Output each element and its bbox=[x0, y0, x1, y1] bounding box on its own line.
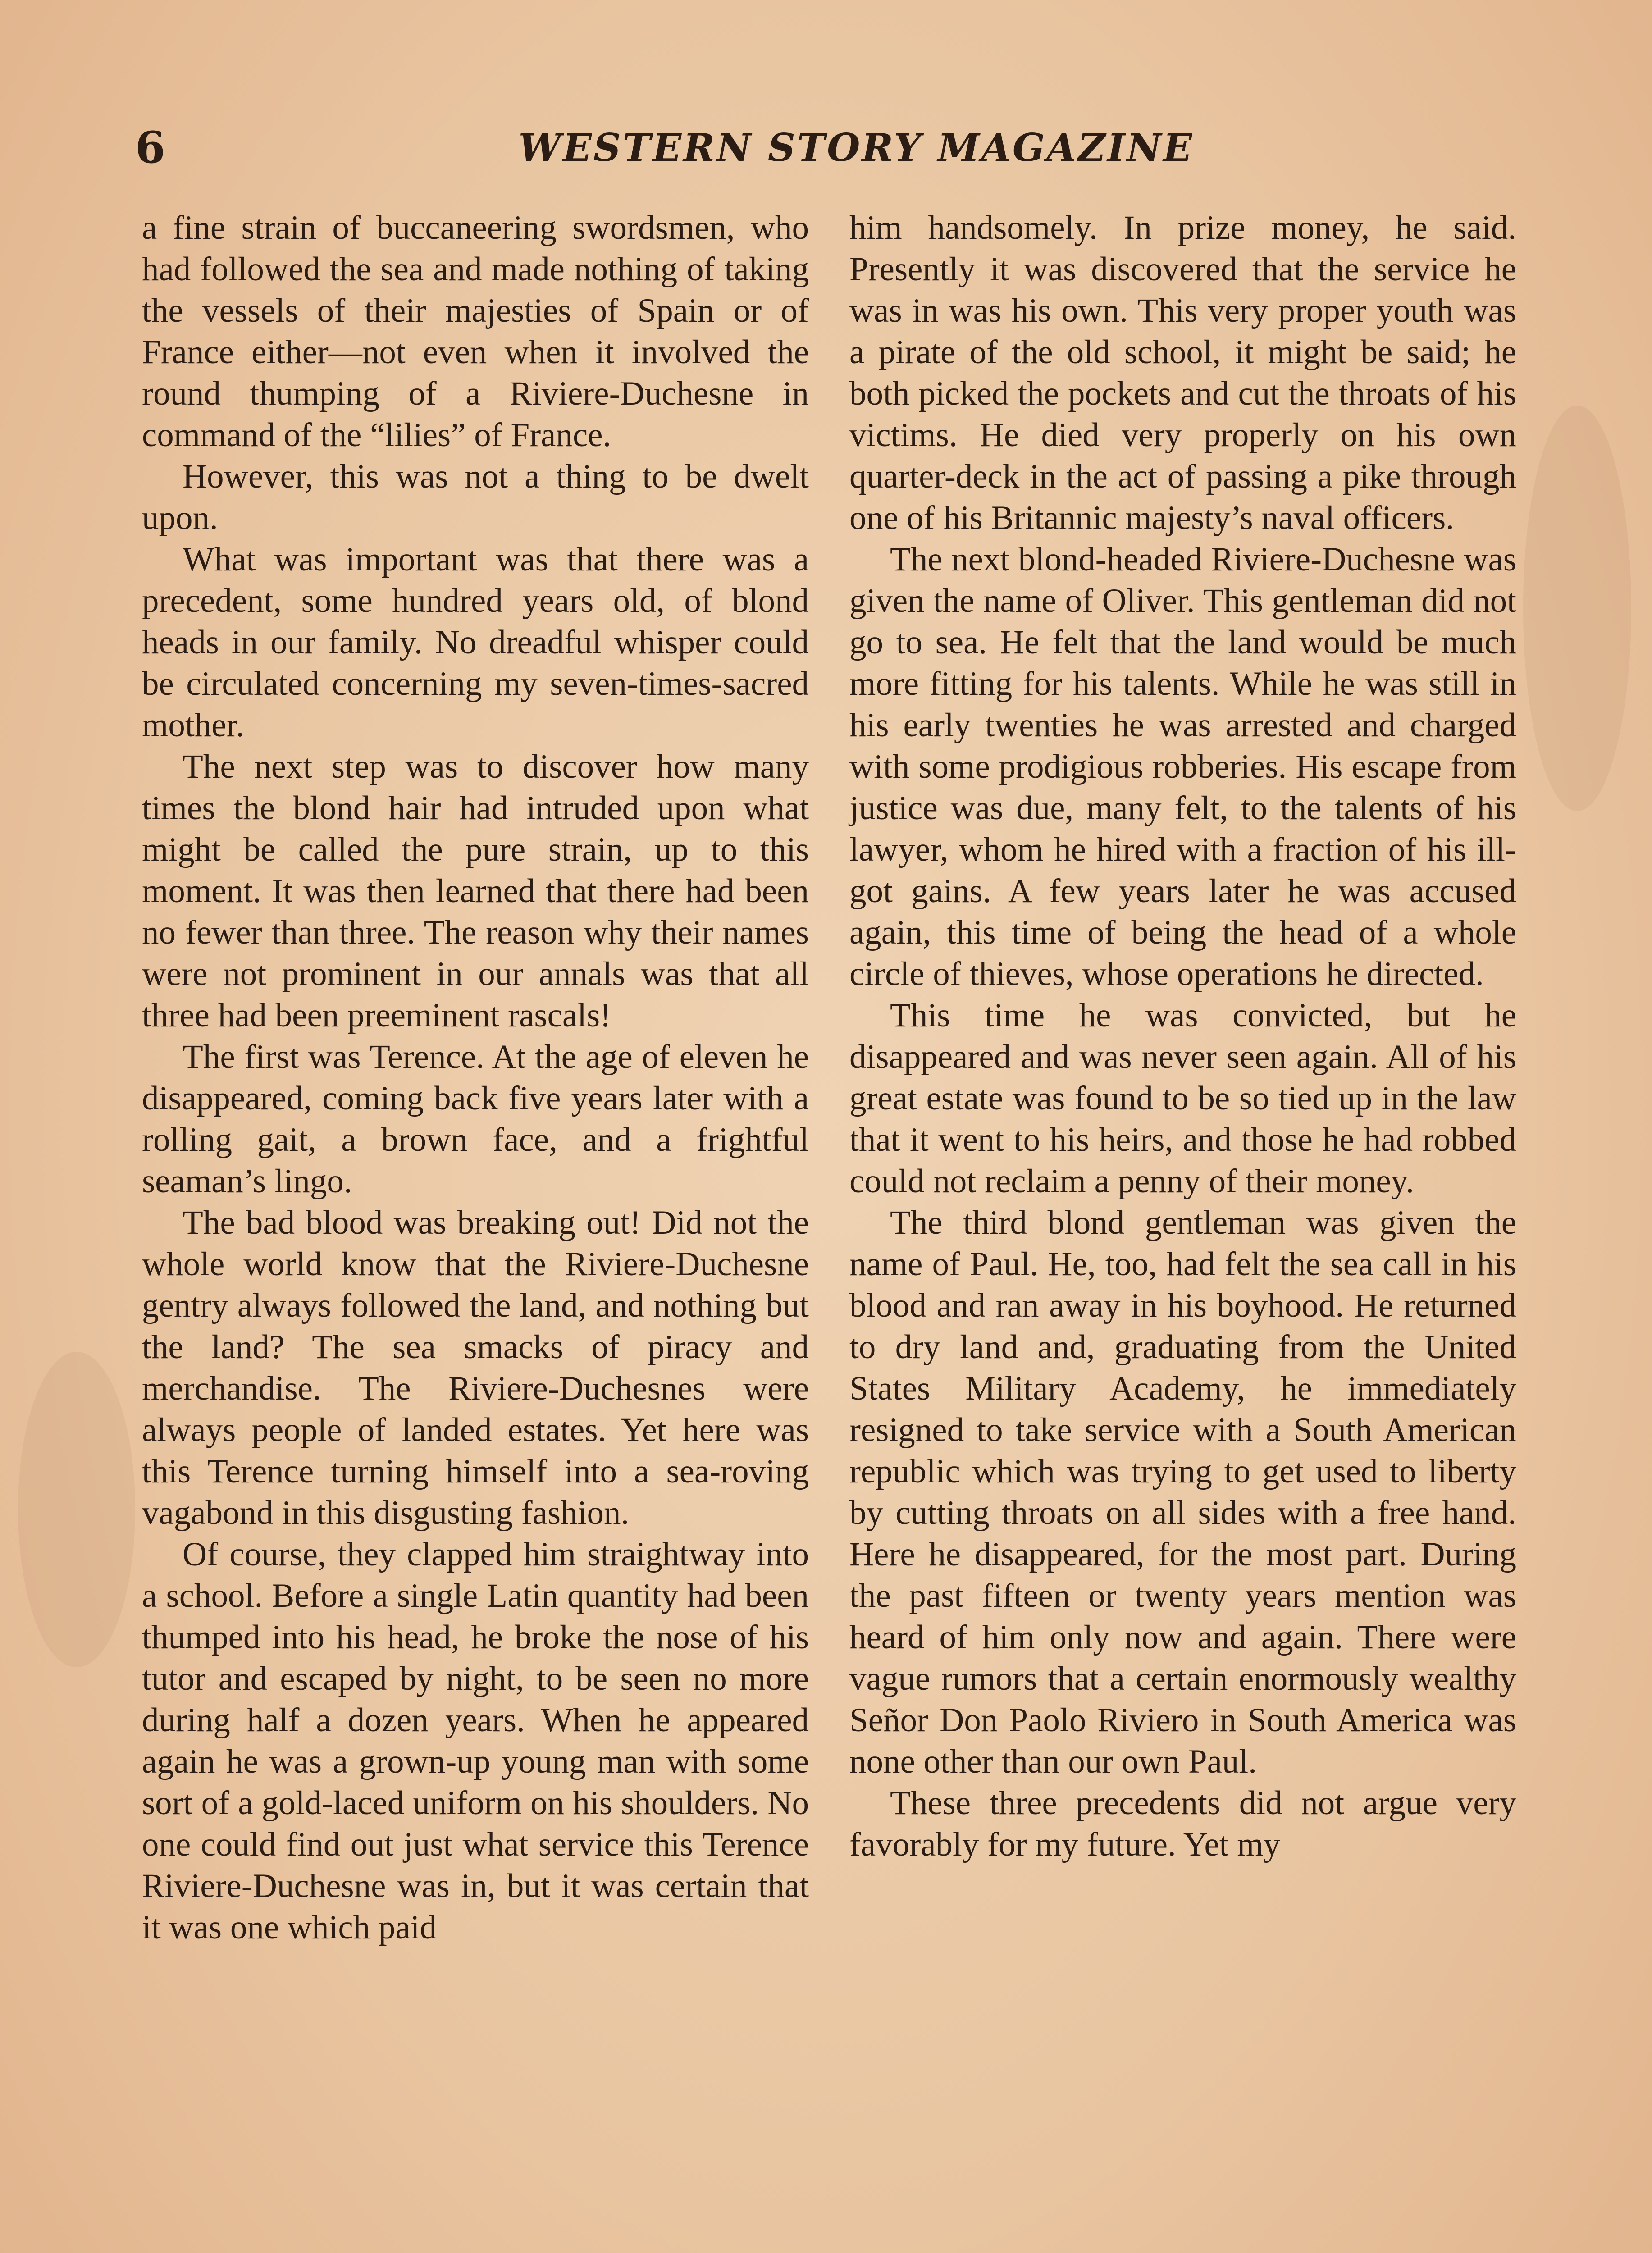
paragraph: The next step was to discover how many times the blond hair had intruded upon what might be called the pure strain, up to this moment. It was then learned that there had been no fewer than three. The reason why their names were not prominent in our annals was that all three had been preeminent rascals! bbox=[142, 748, 809, 1034]
paragraph: Of course, they clapped him straightway into a school. Before a single Latin quantity had been thumped into his head, he broke the nose of his tutor and escaped by night, to be seen no more during half a dozen years. When he appeared again he was a grown-up young man with some sort of a gold-laced uniform on his shoulders. No one could find out just what service this Terence Riviere-Duchesne was in, but it was certain that it was one which paid bbox=[142, 1536, 809, 1946]
paragraph: a fine strain of buccaneering swordsmen, who had followed the sea and made nothing of taking the vessels of their majesties of Spain or of France either—not even when it involved the round thumping of a Riviere-Duchesne in command of the “lilies” of France. bbox=[142, 209, 809, 454]
paragraph: The first was Terence. At the age of eleven he disappeared, coming back five years later with a rolling gait, a brown face, and a frightful seaman’s lingo. bbox=[142, 1038, 809, 1200]
paragraph: However, this was not a thing to be dwelt upon. bbox=[142, 458, 809, 537]
left-column bbox=[142, 207, 809, 1948]
paragraph: These three precedents did not argue very favorably for my future. Yet my bbox=[849, 1784, 1516, 1863]
paragraph: What was important was that there was a precedent, some hundred years old, of blond heads in our family. No dreadful whisper could be circulated concerning my seven-times-sacred mother. bbox=[142, 541, 809, 744]
paragraph: him handsomely. In prize money, he said. Presently it was discovered that the service he was in was his own. This very proper youth was a pirate of the old school, it might be said; he both picked the pockets and cut the throats of his victims. He died very properly on his own quarter-deck in the act of passing a pike through one of his Britannic majesty’s naval officers. bbox=[849, 209, 1516, 537]
paragraph: The bad blood was breaking out! Did not the whole world know that the Riviere-Duchesne gentry always followed the land, and nothing but the land? The sea smacks of piracy and merchandise. The Riviere-Duchesnes were always people of landed estates. Yet here was this Terence turning himself into a sea-roving vagabond in this disgusting fashion. bbox=[142, 1204, 809, 1532]
paper-stain bbox=[18, 1352, 135, 1667]
paragraph: This time he was convicted, but he disappeared and was never seen again. All of his great estate was found to be so tied up in the law that it went to his heirs, and those he had robbed could not reclaim a penny of their money. bbox=[849, 997, 1516, 1200]
paragraph: The third blond gentleman was given the name of Paul. He, too, had felt the sea call in his blood and ran away in his boyhood. He returned to dry land and, graduating from the United States Military Academy, he immediately resigned to take service with a South American republic which was trying to get used to liberty by cutting throats on all sides with a free hand. Here he disappeared, for the most part. During the past fifteen or twenty years mention was heard of him only now and again. There were vague rumors that a certain enormously wealthy Señor Don Paolo Riviero in South America was none other than our own Paul. bbox=[849, 1204, 1516, 1780]
right-column bbox=[849, 207, 1516, 1865]
paper-stain bbox=[1523, 406, 1631, 811]
running-head: WESTERN STORY MAGAZINE bbox=[518, 125, 1194, 170]
paragraph: The next blond-headed Riviere-Duchesne was given the name of Oliver. This gentleman did not go to sea. He felt that the land would be much more fitting for his talents. While he was still in his early twenties he was arrested and charged with some prodigious robberies. His escape from justice was due, many felt, to the talents of his lawyer, whom he hired with a fraction of his ill-got gains. A few years later he was accused again, this time of being the head of a whole circle of thieves, whose operations he directed. bbox=[849, 541, 1516, 993]
page-number: 6 bbox=[135, 122, 165, 173]
